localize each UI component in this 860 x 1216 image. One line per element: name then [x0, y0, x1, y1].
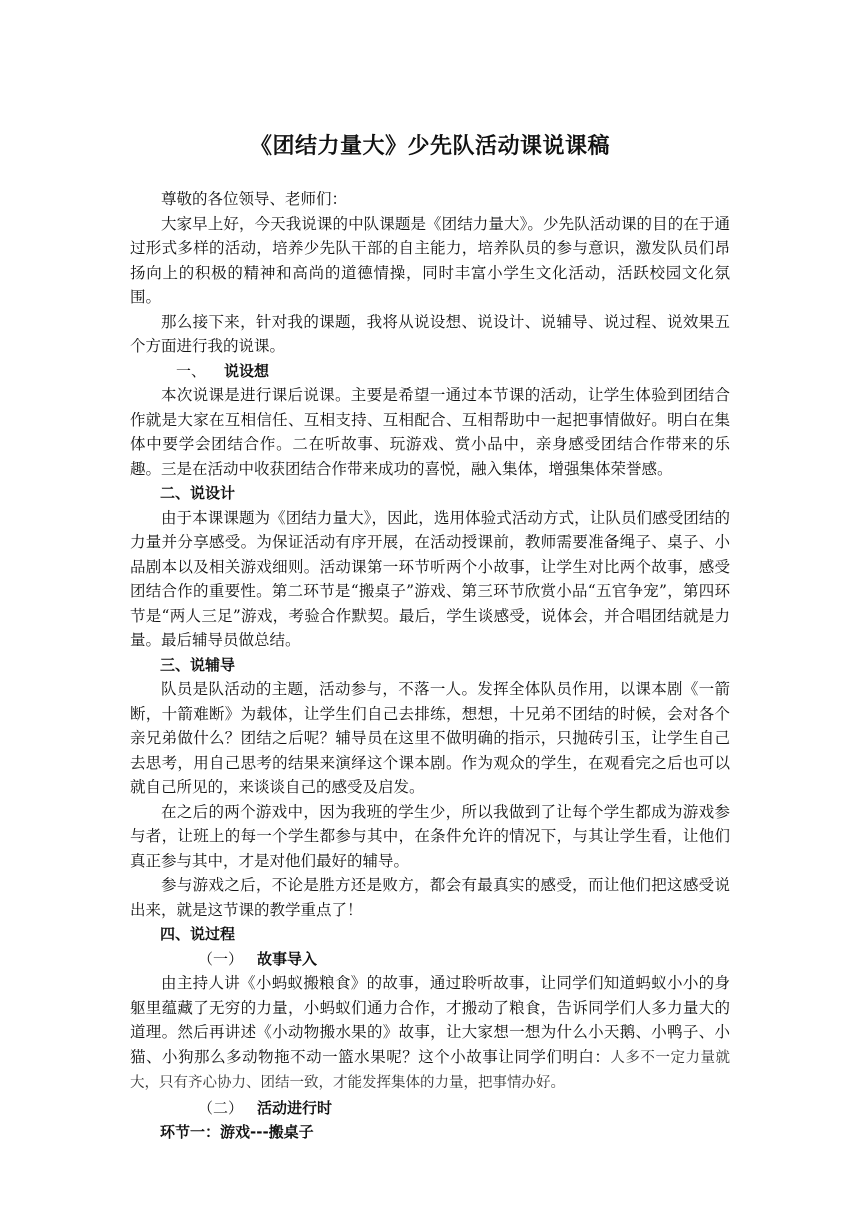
greeting: 尊敬的各位领导、老师们： — [161, 190, 348, 208]
subsection-2-heading — [130, 1096, 730, 1121]
intro-paragraph-1: 大家早上好，今天我说课的中队课题是《团结力量大》。少先队活动课的目的在于通过形式多样的活动，培养少先队干部的自主能力，培养队员的参与意识，激发队员们昂扬向上的积极的精神和高尚的道德情操，同时丰富小学生文化活动，活跃校园文化氛围。 — [130, 214, 730, 306]
section-2-paragraph: 由于本课课题为《团结力量大》，因此，选用体验式活动方式，让队员们感受团结的力量并分享感受。为保证活动有序开展，在活动授课前，教师需要准备绳子、桌子、小品剧本以及相关游戏细则。活动课第一环节听两个小故事，让学生对比两个故事，感受团结合作的重要性。第二环节是“搬桌子”游戏、第三环节欣赏小品“五官争宠”，第四环节是“两人三足”游戏，考验合作默契。最后，学生谈感受，说体会，并合唱团结就是力量。最后辅导员做总结。 — [130, 508, 730, 649]
section-1-number: 一、 — [176, 361, 207, 380]
section-1-title: 说设想 — [224, 361, 270, 380]
section-4-heading: 四、说过程 — [160, 925, 236, 943]
document-body — [130, 187, 730, 1145]
document-title: 《团结力量大》少先队活动课说课稿 — [249, 134, 610, 159]
section-3-paragraph-2: 在之后的两个游戏中，因为我班的学生少，所以我做到了让每个学生都成为游戏参与者，让班上的每一个学生都参与其中，在条件允许的情况下，与其让学生看，让他们真正参与其中，才是对他们最好的辅导。 — [130, 802, 730, 870]
story-text: 由主持人讲《小蚂蚁搬粮食》的故事，通过聆听故事，让同学们知道蚂蚁小小的身躯里蕴藏了无穷的力量，小蚂蚁们通力合作，才搬动了粮食，告诉同学们人多力量大的道理。然后再讲述《小动物搬水果的》故事，让大家想一想为什么小天鹅、小鸭子、小猫、小狗那么多动物拖不动一篮水果呢？这个小故事让同学们明白： — [130, 974, 730, 1066]
subsection-1-number: （一） — [198, 949, 244, 968]
subsection-1-title: 故事导入 — [257, 949, 318, 968]
section-2-heading: 二、说设计 — [160, 484, 236, 502]
section-1-paragraph: 本次说课是进行课后说课。主要是希望一通过本节课的活动，让学生体验到团结合作就是大家在互相信任、互相支持、互相配合、互相帮助中一起把事情做好。明白在集体中要学会团结合作。二在听故事、玩游戏、赏小品中，亲身感受团结合作带来的乐趣。三是在活动中收获团结合作带来成功的喜悦，融入集体，增强集体荣誉感。 — [130, 386, 730, 478]
story-conclusion: 人多不一定力量就大，只有齐心协力、团结一致，才能发挥集体的力量，把事情办好。 — [130, 1049, 730, 1091]
section-3-heading: 三、说辅导 — [160, 655, 236, 674]
subsection-1-heading — [130, 947, 730, 972]
section-1-heading — [130, 359, 730, 384]
subsection-2-title: 活动进行时 — [257, 1098, 333, 1117]
step-1-heading: 环节一：游戏---搬桌子 — [160, 1123, 314, 1141]
subsection-2-number: （二） — [198, 1098, 244, 1117]
section-4-paragraph-1 — [130, 971, 730, 1096]
section-3-paragraph-1: 队员是队活动的主题，活动参与，不落一人。发挥全体队员作用，以课本剧《一箭断，十箭难断》为载体，让学生们自己去排练，想想，十兄弟不团结的时候，会对各个亲兄弟做什么？团结之后呢？辅导员在这里不做明确的指示，只抛砖引玉，让学生自己去思考，用自己思考的结果来演绎这个课本剧。作为观众的学生，在观看完之后也可以就自己所见的，来谈谈自己的感受及启发。 — [130, 680, 730, 796]
section-3-paragraph-3: 参与游戏之后，不论是胜方还是败方，都会有最真实的感受，而让他们把这感受说出来，就是这节课的教学重点了！ — [130, 876, 730, 919]
intro-paragraph-2: 那么接下来，针对我的课题，我将从说设想、说设计、说辅导、说过程、说效果五个方面进行我的说课。 — [130, 312, 730, 355]
